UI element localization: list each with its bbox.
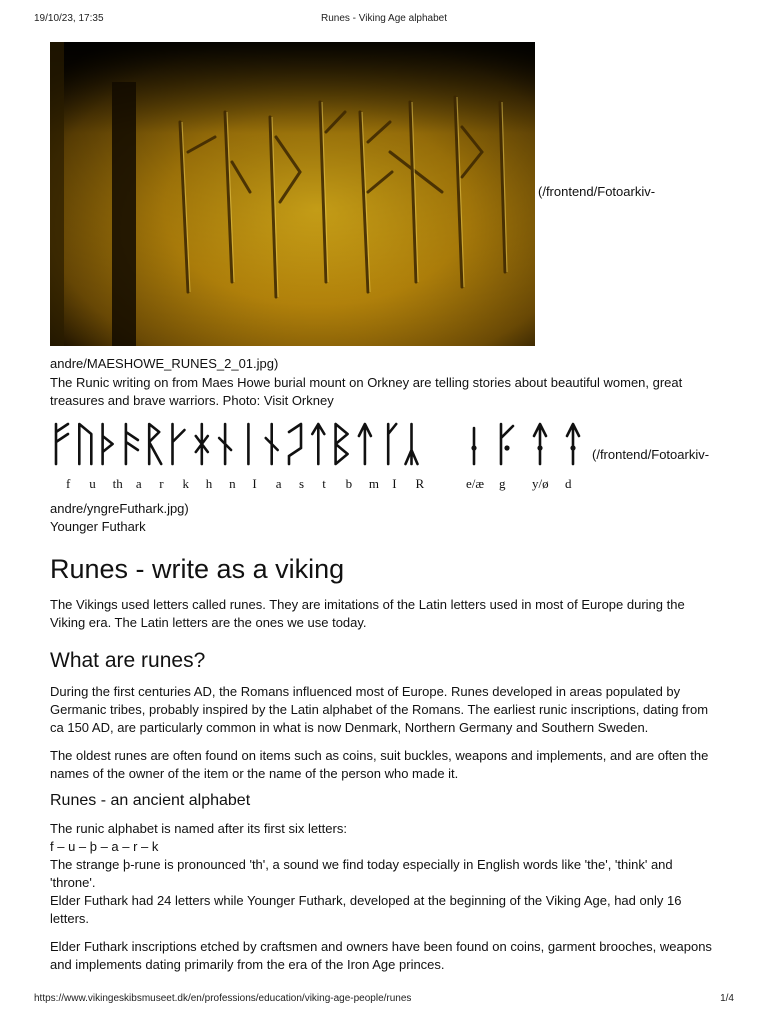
rune-glyph-3	[126, 424, 138, 464]
rune-letter-extra-2: y/ø	[532, 476, 549, 491]
rune-dot-0	[471, 445, 476, 450]
rune-glyph-14	[388, 424, 396, 464]
rune-glyph-5	[173, 424, 185, 464]
rune-letter-1: u	[89, 476, 96, 491]
maeshowe-runes-photo	[50, 42, 535, 346]
rune-letter-extra-3: d	[565, 476, 572, 491]
rune-glyph-0	[56, 424, 68, 464]
rune-glyph-2	[103, 424, 113, 464]
paragraph-elder-futhark: Elder Futhark inscriptions etched by craftsmen and owners have been found on coins, garment brooches, weapons and implements dating primarily from the era of the Iron Age princes.	[50, 939, 712, 972]
younger-futhark-image	[50, 418, 590, 494]
rune-glyph-extra-3	[567, 424, 579, 464]
rune-glyph-12	[336, 424, 348, 464]
rune-letter-extra-1: g	[499, 476, 506, 491]
paragraph-origins: During the first centuries AD, the Romans influenced most of Europe. Runes developed in areas populated by Germanic tribes, probably inspired by the Latin alphabet of the Romans. The earliest runic inscriptions, dating from ca 150 AD, are particularly common in what is now Denmark, Northern Germany and Southern Sweden.	[50, 684, 709, 735]
figure1-link-end[interactable]: andre/MAESHOWE_RUNES_2_01.jpg)	[50, 356, 279, 371]
alphabet-line-1: The runic alphabet is named after its first six letters:	[50, 821, 347, 836]
section-heading-what-are-runes: What are runes?	[50, 649, 206, 672]
rune-glyph-4	[149, 424, 161, 464]
figure2-link-start[interactable]: (/frontend/Fotoarkiv-	[592, 447, 710, 462]
rune-letter-13: m	[368, 476, 380, 491]
rune-letter-14: I	[392, 476, 397, 491]
figure1-link-start[interactable]: (/frontend/Fotoarkiv-	[538, 184, 656, 199]
article-heading: Runes - write as a viking	[50, 554, 345, 584]
print-footer	[34, 993, 734, 1007]
rune-letter-10: s	[299, 476, 305, 491]
rune-glyph-13	[359, 424, 371, 464]
alphabet-line-2: f – u – þ – a – r – k	[50, 839, 159, 854]
rune-letter-7: n	[229, 476, 236, 491]
rune-dot-1	[504, 445, 509, 450]
print-page-number: 1/4	[720, 993, 734, 1004]
paragraph-oldest-runes: The oldest runes are often found on items such as coins, suit buckles, weapons and implements, and are often the names of the owner of the item or the name of the person who made it.	[50, 748, 709, 781]
rune-glyph-15	[406, 424, 418, 464]
rune-glyph-extra-1	[501, 424, 513, 464]
rune-letter-0: f	[66, 476, 71, 491]
rune-dot-2	[537, 445, 542, 450]
rune-letter-2: th	[112, 476, 123, 491]
figure1-caption: The Runic writing on from Maes Howe burial mount on Orkney are telling stories about beautiful women, great treasures and brave warriors. Photo: Visit Orkney	[50, 375, 683, 408]
rune-glyph-9	[266, 424, 278, 464]
rune-letter-11: t	[322, 476, 326, 491]
rune-letter-4: r	[159, 476, 164, 491]
rune-glyph-10	[289, 424, 301, 464]
rune-letter-15: R	[415, 476, 425, 491]
print-page-title: Runes - Viking Age alphabet	[320, 13, 447, 24]
figure2-link-end[interactable]: andre/yngreFuthark.jpg)	[50, 501, 189, 516]
rune-letter-3: a	[135, 476, 142, 491]
rune-letter-12: b	[345, 476, 353, 491]
rune-glyph-7	[219, 424, 231, 464]
rune-letter-5: k	[182, 476, 189, 491]
rune-dot-3	[570, 445, 575, 450]
print-header	[34, 13, 734, 27]
rune-glyph-6	[196, 424, 208, 464]
rune-glyph-1	[79, 424, 91, 464]
rune-glyph-11	[312, 424, 324, 464]
print-datetime: 19/10/23, 17:35	[34, 13, 104, 24]
rune-letter-8: I	[252, 476, 257, 491]
intro-paragraph: The Vikings used letters called runes. They are imitations of the Latin letters used in most of Europe during the Viking era. The Latin letters are the ones we use today.	[50, 597, 685, 630]
rune-letter-extra-0: e/æ	[466, 476, 485, 491]
alphabet-line-3: The strange þ-rune is pronounced 'th', a sound we find today especially in English words like 'the', 'think' and 'throne'.	[50, 857, 673, 890]
alphabet-line-4: Elder Futhark had 24 letters while Younger Futhark, developed at the beginning of the Viking Age, had only 16 letters.	[50, 893, 682, 926]
rune-letter-9: a	[275, 476, 282, 491]
figure2-caption: Younger Futhark	[50, 519, 146, 534]
rune-letter-6: h	[205, 476, 213, 491]
alphabet-text-block	[50, 820, 720, 928]
rune-glyph-extra-2	[534, 424, 546, 464]
subheading-ancient-alphabet: Runes - an ancient alphabet	[50, 792, 251, 809]
print-url: https://www.vikingeskibsmuseet.dk/en/professions/education/viking-age-people/runes	[34, 993, 412, 1004]
